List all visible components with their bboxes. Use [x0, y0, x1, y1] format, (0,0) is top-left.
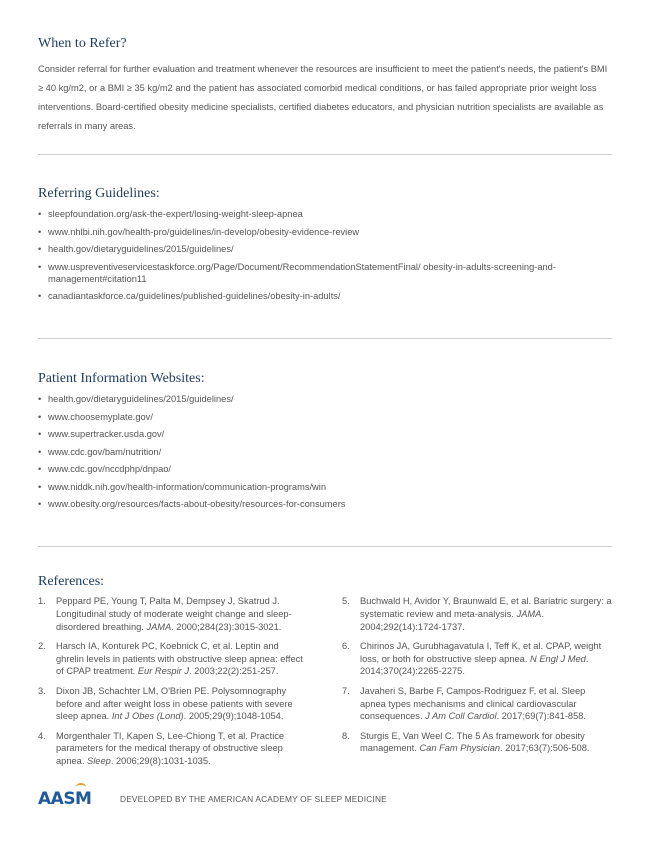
guideline-link[interactable]: • www.nhlbi.nih.gov/health-pro/guidelines/in-develop/obesity-evidence-review — [38, 226, 612, 238]
guideline-link[interactable]: • sleepfoundation.org/ask-the-expert/losing-weight-sleep-apnea — [38, 208, 612, 220]
patient-info-link[interactable]: • www.supertracker.usda.gov/ — [38, 428, 612, 440]
reference-item: 7. Javaheri S, Barbe F, Campos-Rodriguez F, et al. Sleep apnea types mechanisms and clinical cardiovascular consequences. J Am Coll Cardiol. 2017;69(7):841-858. — [342, 685, 587, 722]
reference-item: 8. Sturgis E, Van Weel C. The 5 As framework for obesity management. Can Fam Physician. 2017;63(7):506-508. — [342, 730, 590, 754]
guideline-link[interactable]: • www.uspreventiveservicestaskforce.org/Page/Document/RecommendationStatementFinal/ obesity-in-adults-screening-and-management#citation11 — [38, 261, 612, 285]
patient-info-link[interactable]: • www.cdc.gov/bam/nutrition/ — [38, 446, 612, 458]
divider — [38, 154, 612, 155]
footer — [38, 786, 387, 812]
reference-item: 3. Dixon JB, Schachter LM, O'Brien PE. Polysomnography before and after weight loss in obese patients with severe sleep apnea. Int J Obes (Lond). 2005;29(9);1048-1054. — [38, 685, 293, 722]
referring-guidelines-list — [38, 208, 612, 302]
references-left-column — [38, 595, 308, 775]
reference-item: 5. Buchwald H, Avidor Y, Braunwald E, et al. Bariatric surgery: a systematic review and meta-analysis. JAMA. 2004;292(14):1724-1737. — [342, 596, 612, 632]
referring-guidelines-section — [38, 186, 612, 308]
references-columns — [38, 595, 612, 775]
when-to-refer-section — [38, 36, 612, 136]
referring-guidelines-heading: Referring Guidelines: — [38, 186, 160, 201]
patient-info-link[interactable]: • www.cdc.gov/nccdphp/dnpao/ — [38, 463, 612, 475]
footer-credit: DEVELOPED BY THE AMERICAN ACADEMY OF SLEEP MEDICINE — [120, 794, 387, 804]
reference-item: 4. Morgenthaler TI, Kapen S, Lee-Chiong T, et al. Practice parameters for the medical therapy of obstructive sleep apnea. Sleep. 2006;29(8):1031-1035. — [38, 730, 285, 767]
guideline-link[interactable]: • canadiantaskforce.ca/guidelines/published-guidelines/obesity-in-adults/ — [38, 290, 612, 302]
logo-arc-icon — [76, 783, 86, 791]
aasm-logo: AASM — [38, 789, 120, 809]
references-right-column — [342, 595, 612, 775]
divider — [38, 338, 612, 339]
patient-info-list — [38, 393, 612, 510]
when-to-refer-body: Consider referral for further evaluation and treatment whenever the resources are insufficient to meet the patient's needs, the patient's BMI ≥ 40 kg/m2, or a BMI ≥ 35 kg/m2 and the patient has associated comorbid medical conditions, or has failed appropriate prior weight loss interventions. Board-certified obesity medicine specialists, certified diabetes educators, and physician nutrition specialists are available as referrals in many areas. — [38, 64, 608, 131]
references-heading: References: — [38, 574, 105, 589]
reference-item: 1. Peppard PE, Young T, Palta M, Dempsey J, Skatrud J. Longitudinal study of moderate weight change and sleep-disordered breathing. JAMA. 2000;284(23):3015-3021. — [38, 596, 292, 632]
guideline-link[interactable]: • health.gov/dietaryguidelines/2015/guidelines/ — [38, 243, 612, 255]
reference-item: 2. Harsch IA, Konturek PC, Koebnick C, et al. Leptin and ghrelin levels in patients with obstructive sleep apnea: effect of CPAP treatment. Eur Respir J. 2003;22(2):251-257. — [38, 640, 303, 677]
patient-info-link[interactable]: • www.choosemyplate.gov/ — [38, 411, 612, 423]
patient-info-link[interactable]: • www.niddk.nih.gov/health-information/communication-programs/win — [38, 481, 612, 493]
divider — [38, 546, 612, 547]
patient-info-link[interactable]: • www.obesity.org/resources/facts-about-obesity/resources-for-consumers — [38, 498, 612, 510]
patient-info-section — [38, 371, 612, 516]
reference-item: 6. Chirinos JA, Gurubhagavatula I, Teff K, et al. CPAP, weight loss, or both for obstructive sleep apnea. N Engl J Med. 2014;370(24):2265-2275. — [342, 640, 602, 677]
patient-info-link[interactable]: • health.gov/dietaryguidelines/2015/guidelines/ — [38, 393, 612, 405]
when-to-refer-heading: When to Refer? — [38, 36, 127, 51]
references-section — [38, 574, 612, 775]
patient-info-heading: Patient Information Websites: — [38, 371, 205, 386]
